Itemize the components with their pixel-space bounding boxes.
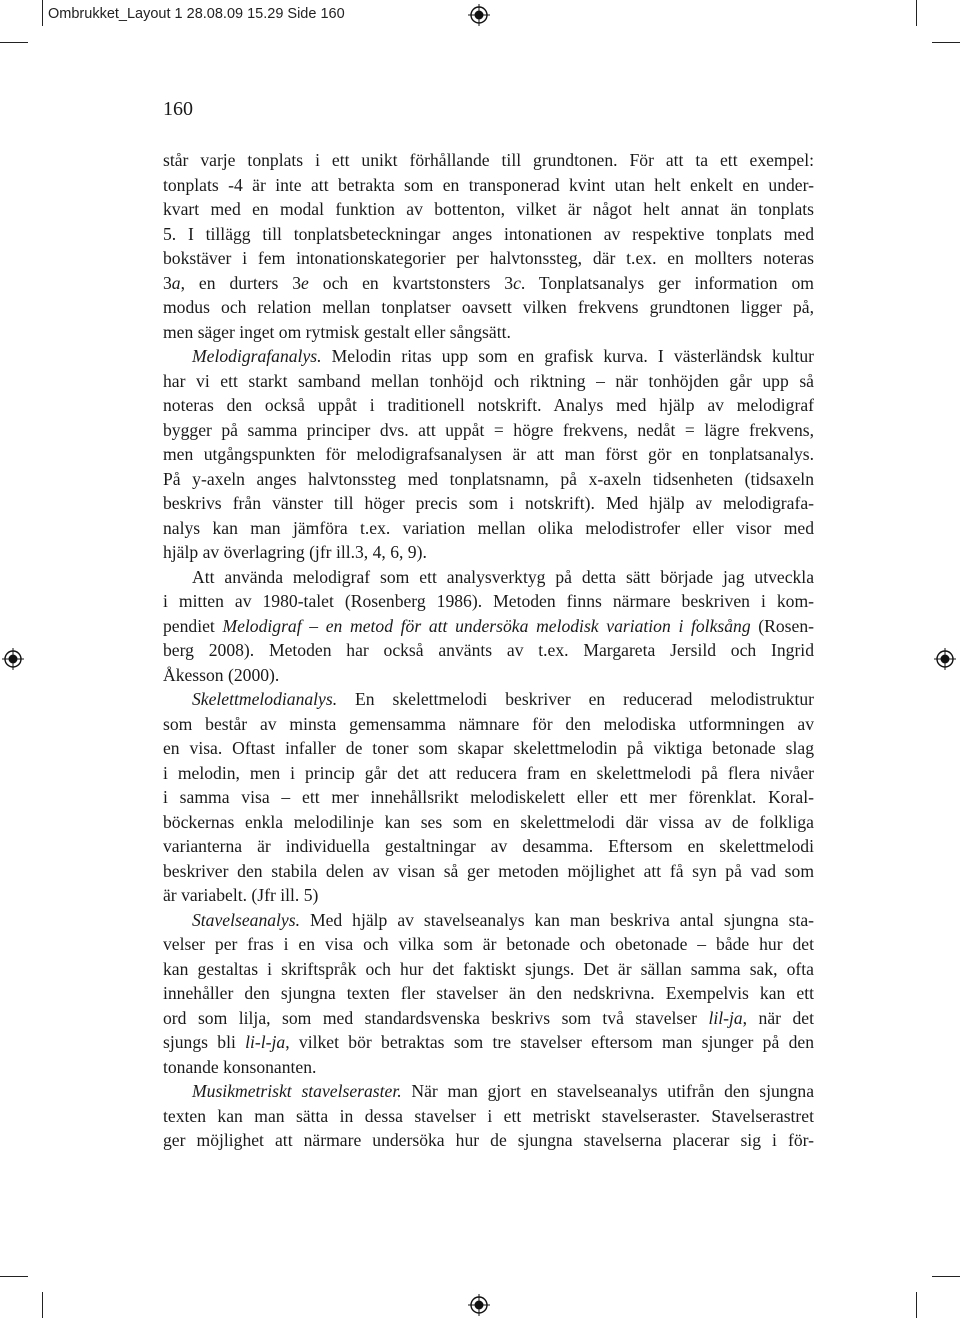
italic-text: Skelettmelodianalys. [192, 689, 338, 709]
text-line [163, 469, 814, 489]
italic-text: li-l-ja [245, 1032, 286, 1052]
text-line [163, 420, 814, 440]
text-span: kan gestaltas i skriftspråk och hur det faktiskt sjungs. Det är sällan samma sak, ofta [163, 958, 814, 979]
text-line [163, 861, 814, 881]
text-line [163, 444, 814, 464]
text-span: varianterna är individuella gestaltningar av desamma. Eftersom en skelettmelodi [163, 836, 814, 856]
text-line [163, 1008, 814, 1028]
text-line [163, 297, 814, 317]
text-line [163, 1106, 814, 1126]
text-span: ger möjlighet att närmare undersöka hur de sjungna stavelserna placerar sig i för- [163, 1130, 814, 1150]
text-span: När man gjort en stavelseanalys utifrån den sjungna [401, 1081, 814, 1101]
crop-mark [42, 1292, 43, 1318]
text-span: i mitten av 1980-talet (Rosenberg 1986). Metoden finns närmare beskriven i kom- [163, 591, 814, 611]
text-line [192, 567, 814, 587]
crop-mark [916, 1292, 917, 1318]
crop-mark [0, 42, 28, 43]
italic-text: lil-ja [708, 1007, 743, 1028]
italic-text: Melodigraf – en metod för att undersöka melodisk variation i folksång [222, 615, 751, 636]
text-span: Åkesson (2000). [163, 664, 280, 685]
text-span: Melodin ritas upp som en grafisk kurva. I västerländsk kultur [321, 346, 814, 366]
text-span: (Rosen- [750, 615, 814, 636]
text-line [163, 983, 814, 1003]
text-span: velser per fras i en visa och vilka som är betonade och obetonade – både hur det [163, 934, 814, 954]
text-line [163, 763, 814, 783]
text-span: beskriver den stabila delen av visan så ger metoden möjlighet att få syn på vad som [163, 860, 814, 881]
text-line [163, 836, 814, 856]
text-line [192, 689, 814, 709]
registration-mark-icon [468, 1294, 490, 1316]
italic-text: Stavelseanalys. [192, 909, 300, 930]
text-span: Att använda melodigraf som ett analysverktyg på detta sätt började jag utveckla [192, 566, 814, 587]
text-span: Med hjälp av stavelseanalys kan man beskriva antal sjungna sta- [299, 909, 814, 930]
text-line [163, 493, 814, 513]
text-span: modus och relation mellan tonplatser oavsett vilken frekvens grundtonen ligger på, [163, 297, 814, 317]
text-span: På y-axeln anges halvtonssteg med tonplatsnamn, på x-axeln tidsenheten (tidsaxeln [163, 468, 814, 489]
text-line [163, 1057, 814, 1077]
text-span: sjungs bli [163, 1032, 246, 1052]
text-span: böckernas enkla melodilinje kan ses som en skelettmelodi där vissa av de folkliga [163, 811, 814, 832]
text-line [163, 518, 814, 538]
text-line [163, 371, 814, 391]
text-span: ord som lilja, som med standardsvenska beskrivs som två stavelser [163, 1007, 709, 1028]
text-line [163, 248, 814, 268]
text-span: och en kvartstonsters 3 [308, 272, 514, 293]
crop-mark [932, 1276, 960, 1277]
text-line [163, 542, 814, 562]
text-span: berg 2008). Metoden har också använts av t.ex. Margareta Jersild och Ingrid [163, 640, 814, 660]
text-span: kvart med en modal funktion av bottenton, vilket är något helt annat än tonplats [163, 199, 814, 219]
text-line [163, 1032, 814, 1052]
text-line [163, 714, 814, 734]
text-span: är variabelt. (Jfr ill. 5) [163, 885, 319, 905]
text-span: 5. I tillägg till tonplatsbeteckningar anges intonationen av respektive tonplats med [163, 223, 814, 244]
page-number: 160 [163, 98, 193, 120]
text-line [163, 224, 814, 244]
text-span: i melodin, men i princip går det att reducera fram en skelettmelodi på flera nivåer [163, 762, 814, 783]
text-line [163, 150, 814, 170]
text-line [163, 885, 814, 905]
text-span: men säger inget om rytmisk gestalt eller sångsätt. [163, 321, 511, 342]
text-span: noteras den också uppåt i traditionell notskrift. Analys med hjälp av melodigraf [163, 395, 814, 415]
text-line [163, 738, 814, 758]
text-span: tonplats -4 är inte att betrakta som en transponerad kvint utan helt enkelt en under- [163, 174, 814, 195]
text-span: innehåller den sjungna texten fler stavelser än den nedskrivna. Exempelvis kan ett [163, 983, 814, 1003]
italic-text: c [513, 272, 521, 293]
text-line [163, 199, 814, 219]
text-line [163, 1130, 814, 1150]
text-line [163, 591, 814, 611]
text-span: , en durters 3 [180, 272, 302, 293]
text-line [163, 616, 814, 636]
crop-mark [42, 0, 43, 26]
crop-mark [0, 1276, 28, 1277]
text-span: men utgångspunkten för melodigrafsanalysen är att man först gör en tonplatsanalys. [163, 444, 814, 464]
text-line [192, 346, 814, 366]
text-line [163, 934, 814, 954]
text-line [192, 1081, 814, 1101]
italic-text: Melodigrafanalys. [192, 346, 322, 366]
text-span: bokstäver i fem intonationskategorier per halvtonssteg, där t.ex. en mollters noteras [163, 248, 814, 268]
text-span: bygger på samma principer dvs. att uppåt = högre frekvens, nedåt = lägre frekvens, [163, 419, 814, 440]
text-line [163, 395, 814, 415]
text-line [163, 959, 814, 979]
text-span: en visa. Oftast infaller de toner som skapar skelettmelodin på viktiga betonade slag [163, 738, 814, 758]
text-span: beskrivs från vänster till höger precis som i notskrift). Med hjälp av melodigrafa- [163, 493, 814, 513]
crop-mark [916, 0, 917, 26]
text-span: har vi ett starkt samband mellan tonhöjd och riktning – när tonhöjden går upp så [163, 370, 814, 391]
slug-line: Ombrukket_Layout 1 28.08.09 15.29 Side 160 [48, 6, 345, 22]
crop-mark [932, 42, 960, 43]
text-span: i samma visa – ett mer innehållsrikt melodiskelett eller ett mer förenklat. Koral- [163, 787, 814, 807]
text-line [192, 910, 814, 930]
text-span: texten kan man sätta in dessa stavelser i ett metriskt stavelseraster. Stavelserastret [163, 1105, 814, 1126]
text-line [163, 812, 814, 832]
registration-mark-icon [934, 648, 956, 670]
text-line [163, 273, 814, 293]
text-line [163, 640, 814, 660]
text-span: hjälp av överlagring (jfr ill.3, 4, 6, 9). [163, 542, 427, 562]
text-span: . Tonplatsanalys ger information om [520, 272, 814, 293]
text-line [163, 175, 814, 195]
text-line [163, 665, 814, 685]
text-span: pendiet [163, 615, 223, 636]
text-span: som består av minsta gemensamma nämnare för den melodiska utformningen av [163, 713, 814, 734]
text-span: , vilket bör betraktas som tre stavelser eftersom man sjunger på den [285, 1032, 814, 1052]
text-span: tonande konsonanten. [163, 1056, 317, 1077]
italic-text: Musikmetriskt stavelseraster. [192, 1081, 402, 1101]
text-span: står varje tonplats i ett unikt förhållande till grundtonen. För att ta ett exempel: [163, 150, 814, 170]
registration-mark-icon [2, 648, 24, 670]
text-span: En skelettmelodi beskriver en reducerad melodistruktur [337, 689, 814, 709]
text-span: , när det [742, 1007, 815, 1028]
text-span: nalys kan man jämföra t.ex. variation mellan olika melodistrofer eller visor med [163, 517, 814, 538]
text-line [163, 322, 814, 342]
text-span: 3 [163, 272, 172, 293]
italic-text: e [301, 272, 309, 293]
text-line [163, 787, 814, 807]
italic-text: a [171, 272, 181, 293]
registration-mark-icon [468, 4, 490, 26]
